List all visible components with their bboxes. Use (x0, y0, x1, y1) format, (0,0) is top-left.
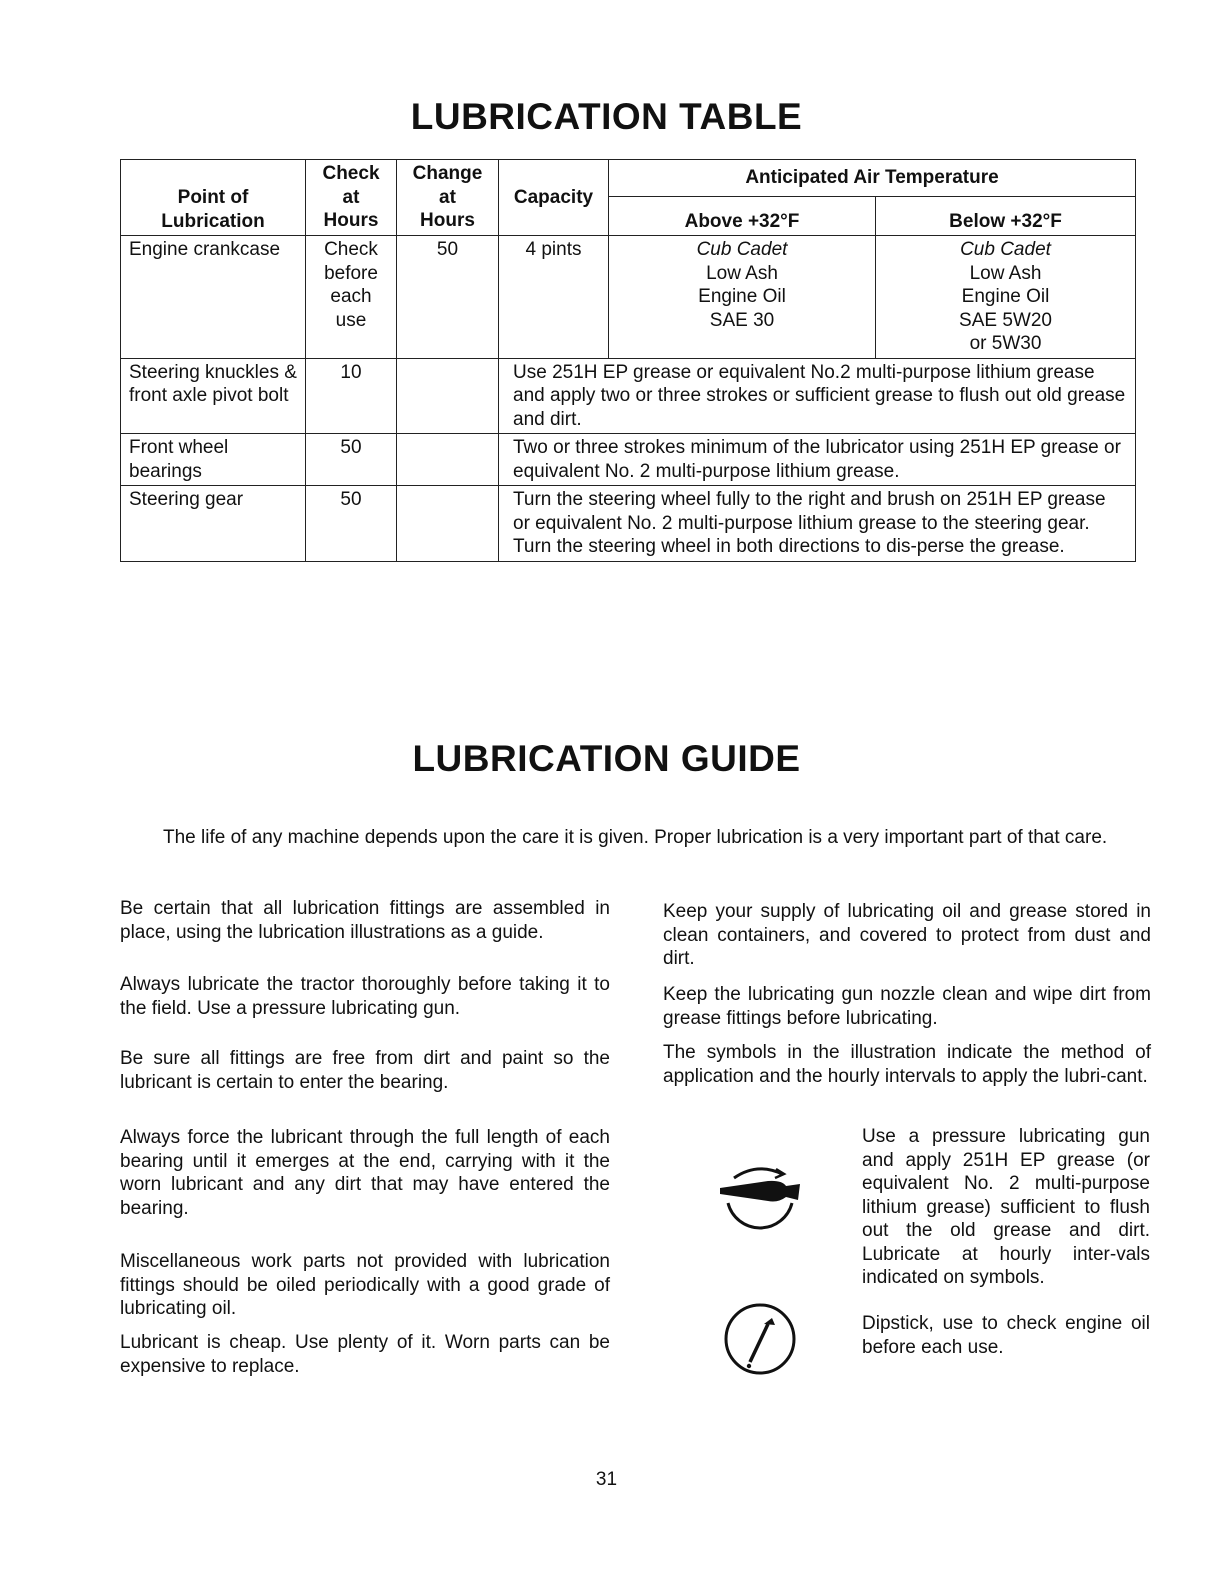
guide-paragraph: Be certain that all lubrication fittings are assembled in place, using the lubrication illustrations as a guide. (120, 898, 610, 943)
cell-change (397, 434, 499, 486)
cell-point: Steering gear (121, 486, 306, 562)
guide-paragraph: Keep your supply of lubricating oil and grease stored in clean containers, and covered to protect from dust and dirt. (663, 901, 1151, 969)
page-number: 31 (595, 1469, 618, 1490)
cell-capacity: 4 pints (499, 236, 609, 359)
cell-check: 50 (306, 434, 397, 486)
header-change: Change at Hours (397, 160, 499, 236)
cell-above: Cub Cadet Low Ash Engine Oil SAE 30 (609, 236, 876, 359)
cell-check: 10 (306, 358, 397, 434)
guide-paragraph: Lubricant is cheap. Use plenty of it. Worn parts can be expensive to replace. (120, 1332, 610, 1377)
symbol-description: Dipstick, use to check engine oil before each use. (862, 1313, 1150, 1358)
header-temperature: Anticipated Air Temperature (609, 160, 1136, 197)
guide-title: LUBRICATION GUIDE (412, 738, 801, 779)
header-check: Check at Hours (306, 160, 397, 236)
table-row (121, 486, 1136, 562)
guide-paragraph: The symbols in the illustration indicate the method of application and the hourly intervals to apply the lubri-cant. (663, 1042, 1151, 1087)
cell-check: Check before each use (306, 236, 397, 359)
header-point: Point of Lubrication (121, 160, 306, 236)
cell-note: Use 251H EP grease or equivalent No.2 multi-purpose lithium grease and apply two or three strokes or sufficient grease to flush out old grease and dirt. (499, 358, 1136, 434)
cell-note: Turn the steering wheel fully to the right and brush on 251H EP grease or equivalent No. 2 multi-purpose lithium grease to the steering gear. Turn the steering wheel in both directions to dis-perse the grease. (499, 486, 1136, 562)
guide-paragraph: Be sure all fittings are free from dirt and paint so the lubricant is certain to enter the bearing. (120, 1048, 610, 1093)
cell-note: Two or three strokes minimum of the lubricator using 251H EP grease or equivalent No. 2 multi-purpose lithium grease. (499, 434, 1136, 486)
intro-paragraph: The life of any machine depends upon the care it is given. Proper lubrication is a very important part of that care. (163, 827, 1108, 848)
guide-paragraph: Miscellaneous work parts not provided with lubrication fittings should be oiled periodically with a good grade of lubricating oil. (120, 1251, 610, 1319)
cell-check: 50 (306, 486, 397, 562)
cell-change: 50 (397, 236, 499, 359)
table-row (121, 358, 1136, 434)
guide-paragraph: Always force the lubricant through the full length of each bearing until it emerges at the end, carrying with it the worn lubricant and any dirt that may have entered the bearing. (120, 1127, 610, 1219)
cell-point: Front wheel bearings (121, 434, 306, 486)
header-above: Above +32°F (609, 197, 876, 236)
cell-point: Engine crankcase (121, 236, 306, 359)
table-row (121, 236, 1136, 359)
cell-point: Steering knuckles & front axle pivot bolt (121, 358, 306, 434)
dipstick-icon (720, 1302, 802, 1376)
grease-gun-icon (712, 1160, 808, 1240)
cell-below: Cub Cadet Low Ash Engine Oil SAE 5W20 or 5W30 (876, 236, 1136, 359)
lubrication-table (120, 159, 1136, 562)
cell-change (397, 486, 499, 562)
symbol-description: Use a pressure lubricating gun and apply 251H EP grease (or equivalent No. 2 multi-purpose lithium grease) sufficient to flush out the old grease and dirt. Lubricate at hourly inter-vals indicated on symbols. (862, 1126, 1150, 1288)
header-below: Below +32°F (876, 197, 1136, 236)
cell-change (397, 358, 499, 434)
guide-paragraph: Always lubricate the tractor thoroughly before taking it to the field. Use a pressure lubricating gun. (120, 974, 610, 1019)
guide-paragraph: Keep the lubricating gun nozzle clean and wipe dirt from grease fittings before lubricating. (663, 984, 1151, 1029)
header-capacity: Capacity (499, 160, 609, 236)
table-title: LUBRICATION TABLE (410, 96, 803, 137)
table-row (121, 434, 1136, 486)
